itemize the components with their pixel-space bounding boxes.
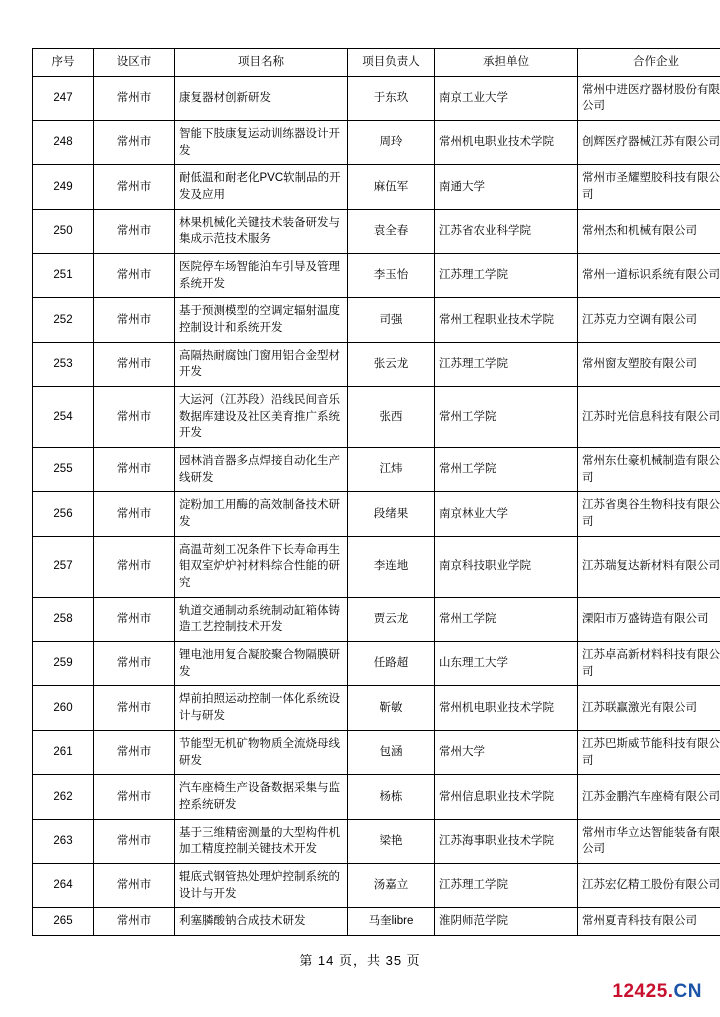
- cell-city: 常州市: [94, 254, 175, 298]
- cell-leader: 段绪果: [348, 492, 435, 536]
- cell-project: 淀粉加工用酶的高效制备技术研发: [175, 492, 348, 536]
- cell-seq: 260: [33, 686, 94, 730]
- cell-unit: 常州大学: [435, 730, 578, 774]
- cell-seq: 265: [33, 908, 94, 936]
- table-row: [33, 165, 720, 209]
- cell-seq: 263: [33, 819, 94, 863]
- cell-unit: 常州工程职业技术学院: [435, 298, 578, 342]
- cell-project: 轨道交通制动系统制动缸箱体铸造工艺控制技术开发: [175, 597, 348, 641]
- cell-seq: 256: [33, 492, 94, 536]
- cell-partner: 江苏瑞复达新材料有限公司: [578, 536, 720, 597]
- cell-leader: 靳敏: [348, 686, 435, 730]
- cell-unit: 常州机电职业技术学院: [435, 121, 578, 165]
- cell-leader: 李连地: [348, 536, 435, 597]
- cell-seq: 258: [33, 597, 94, 641]
- column-header-partner: 合作企业: [578, 49, 720, 77]
- cell-seq: 254: [33, 387, 94, 448]
- cell-project: 大运河（江苏段）沿线民间音乐数据库建设及社区美育推广系统开发: [175, 387, 348, 448]
- cell-city: 常州市: [94, 387, 175, 448]
- cell-city: 常州市: [94, 686, 175, 730]
- cell-partner: 常州中进医疗器材股份有限公司: [578, 76, 720, 120]
- cell-unit: 江苏省农业科学院: [435, 209, 578, 253]
- cell-project: 锂电池用复合凝胶聚合物隔膜研发: [175, 642, 348, 686]
- cell-project: 焊前拍照运动控制一体化系统设计与研发: [175, 686, 348, 730]
- cell-city: 常州市: [94, 121, 175, 165]
- cell-partner: 江苏卓高新材料科技有限公司: [578, 642, 720, 686]
- cell-city: 常州市: [94, 76, 175, 120]
- cell-seq: 264: [33, 863, 94, 907]
- table-row: [33, 863, 720, 907]
- cell-leader: 司强: [348, 298, 435, 342]
- cell-seq: 250: [33, 209, 94, 253]
- cell-project: 基于三维精密测量的大型构件机加工精度控制关键技术开发: [175, 819, 348, 863]
- cell-leader: 李玉怡: [348, 254, 435, 298]
- cell-partner: 溧阳市万盛铸造有限公司: [578, 597, 720, 641]
- cell-unit: 山东理工大学: [435, 642, 578, 686]
- cell-leader: 麻伍军: [348, 165, 435, 209]
- cell-city: 常州市: [94, 863, 175, 907]
- table-row: [33, 775, 720, 819]
- cell-leader: 任路超: [348, 642, 435, 686]
- cell-project: 节能型无机矿物物质全流烧母线研发: [175, 730, 348, 774]
- table-row: [33, 492, 720, 536]
- table-row: [33, 387, 720, 448]
- cell-seq: 247: [33, 76, 94, 120]
- table-row: [33, 209, 720, 253]
- cell-seq: 261: [33, 730, 94, 774]
- cell-unit: 江苏理工学院: [435, 342, 578, 386]
- table-row: [33, 908, 720, 936]
- cell-partner: 江苏时光信息科技有限公司: [578, 387, 720, 448]
- cell-unit: 南京工业大学: [435, 76, 578, 120]
- table-row: [33, 819, 720, 863]
- cell-project: 基于预测模型的空调定辐射温度控制设计和系统开发: [175, 298, 348, 342]
- cell-city: 常州市: [94, 448, 175, 492]
- cell-city: 常州市: [94, 775, 175, 819]
- watermark-suffix: CN: [673, 981, 702, 1002]
- table-row: [33, 597, 720, 641]
- column-header-leader: 项目负责人: [348, 49, 435, 77]
- table-row: [33, 254, 720, 298]
- cell-seq: 262: [33, 775, 94, 819]
- cell-partner: 常州杰和机械有限公司: [578, 209, 720, 253]
- cell-unit: 南通大学: [435, 165, 578, 209]
- cell-seq: 248: [33, 121, 94, 165]
- cell-project: 高温苛刻工况条件下长寿命再生钼双室炉炉衬材料综合性能的研究: [175, 536, 348, 597]
- cell-leader: 江炜: [348, 448, 435, 492]
- cell-unit: 常州机电职业技术学院: [435, 686, 578, 730]
- column-header-city: 设区市: [94, 49, 175, 77]
- cell-partner: 江苏联赢激光有限公司: [578, 686, 720, 730]
- cell-partner: 江苏巴斯威节能科技有限公司: [578, 730, 720, 774]
- cell-city: 常州市: [94, 597, 175, 641]
- watermark: [612, 981, 702, 1003]
- table-row: [33, 686, 720, 730]
- cell-seq: 257: [33, 536, 94, 597]
- cell-project: 辊底式钢管热处理炉控制系统的设计与开发: [175, 863, 348, 907]
- cell-partner: 常州市圣耀塑胶科技有限公司: [578, 165, 720, 209]
- cell-leader: 包涵: [348, 730, 435, 774]
- cell-partner: 常州窗友塑胶有限公司: [578, 342, 720, 386]
- cell-project: 医院停车场智能泊车引导及管理系统开发: [175, 254, 348, 298]
- cell-project: 园林消音器多点焊接自动化生产线研发: [175, 448, 348, 492]
- cell-leader: 杨栋: [348, 775, 435, 819]
- cell-city: 常州市: [94, 642, 175, 686]
- cell-project: 耐低温和耐老化PVC软制品的开发及应用: [175, 165, 348, 209]
- cell-unit: 南京林业大学: [435, 492, 578, 536]
- cell-city: 常州市: [94, 819, 175, 863]
- cell-partner: 常州一道标识系统有限公司: [578, 254, 720, 298]
- cell-partner: 江苏克力空调有限公司: [578, 298, 720, 342]
- cell-unit: 常州信息职业技术学院: [435, 775, 578, 819]
- cell-project: 汽车座椅生产设备数据采集与监控系统研发: [175, 775, 348, 819]
- cell-city: 常州市: [94, 298, 175, 342]
- project-table: [32, 48, 720, 936]
- cell-project: 智能下肢康复运动训练器设计开发: [175, 121, 348, 165]
- cell-city: 常州市: [94, 342, 175, 386]
- cell-seq: 249: [33, 165, 94, 209]
- cell-city: 常州市: [94, 165, 175, 209]
- column-header-seq: 序号: [33, 49, 94, 77]
- cell-unit: 江苏海事职业技术学院: [435, 819, 578, 863]
- cell-partner: 江苏省奥谷生物科技有限公司: [578, 492, 720, 536]
- cell-seq: 259: [33, 642, 94, 686]
- table-row: [33, 448, 720, 492]
- table-row: [33, 121, 720, 165]
- cell-seq: 252: [33, 298, 94, 342]
- cell-project: 林果机械化关键技术装备研发与集成示范技术服务: [175, 209, 348, 253]
- cell-leader: 于东玖: [348, 76, 435, 120]
- cell-leader: 张云龙: [348, 342, 435, 386]
- cell-leader: 梁艳: [348, 819, 435, 863]
- table-row: [33, 76, 720, 120]
- cell-leader: 张西: [348, 387, 435, 448]
- cell-partner: 常州市华立达智能装备有限公司: [578, 819, 720, 863]
- cell-leader: 袁全春: [348, 209, 435, 253]
- cell-seq: 253: [33, 342, 94, 386]
- cell-unit: 常州工学院: [435, 387, 578, 448]
- cell-partner: 常州夏青科技有限公司: [578, 908, 720, 936]
- cell-city: 常州市: [94, 536, 175, 597]
- table-body: [33, 76, 720, 935]
- watermark-dot: .: [667, 981, 674, 1002]
- page-footer: 第 14 页，共 35 页: [299, 952, 421, 968]
- cell-city: 常州市: [94, 492, 175, 536]
- cell-unit: 南京科技职业学院: [435, 536, 578, 597]
- table-header: [33, 49, 720, 77]
- column-header-unit: 承担单位: [435, 49, 578, 77]
- cell-partner: 江苏金鹏汽车座椅有限公司: [578, 775, 720, 819]
- table-row: [33, 642, 720, 686]
- cell-city: 常州市: [94, 730, 175, 774]
- cell-city: 常州市: [94, 908, 175, 936]
- cell-project: 利塞膦酸钠合成技术研发: [175, 908, 348, 936]
- column-header-project: 项目名称: [175, 49, 348, 77]
- cell-unit: 江苏理工学院: [435, 863, 578, 907]
- cell-seq: 251: [33, 254, 94, 298]
- cell-partner: 江苏宏亿精工股份有限公司: [578, 863, 720, 907]
- cell-leader: 贾云龙: [348, 597, 435, 641]
- cell-unit: 淮阴师范学院: [435, 908, 578, 936]
- cell-leader: 周玲: [348, 121, 435, 165]
- cell-leader: 马奎libre: [348, 908, 435, 936]
- cell-partner: 创辉医疗器械江苏有限公司: [578, 121, 720, 165]
- cell-project: 康复器材创新研发: [175, 76, 348, 120]
- cell-leader: 汤嘉立: [348, 863, 435, 907]
- table-row: [33, 342, 720, 386]
- table-row: [33, 536, 720, 597]
- cell-partner: 常州东仕豪机械制造有限公司: [578, 448, 720, 492]
- watermark-number: 12425: [612, 981, 668, 1002]
- cell-project: 高隔热耐腐蚀门窗用铝合金型材开发: [175, 342, 348, 386]
- table-row: [33, 298, 720, 342]
- cell-city: 常州市: [94, 209, 175, 253]
- cell-unit: 江苏理工学院: [435, 254, 578, 298]
- cell-unit: 常州工学院: [435, 448, 578, 492]
- cell-unit: 常州工学院: [435, 597, 578, 641]
- table-row: [33, 730, 720, 774]
- table-header-row: [33, 49, 720, 77]
- cell-seq: 255: [33, 448, 94, 492]
